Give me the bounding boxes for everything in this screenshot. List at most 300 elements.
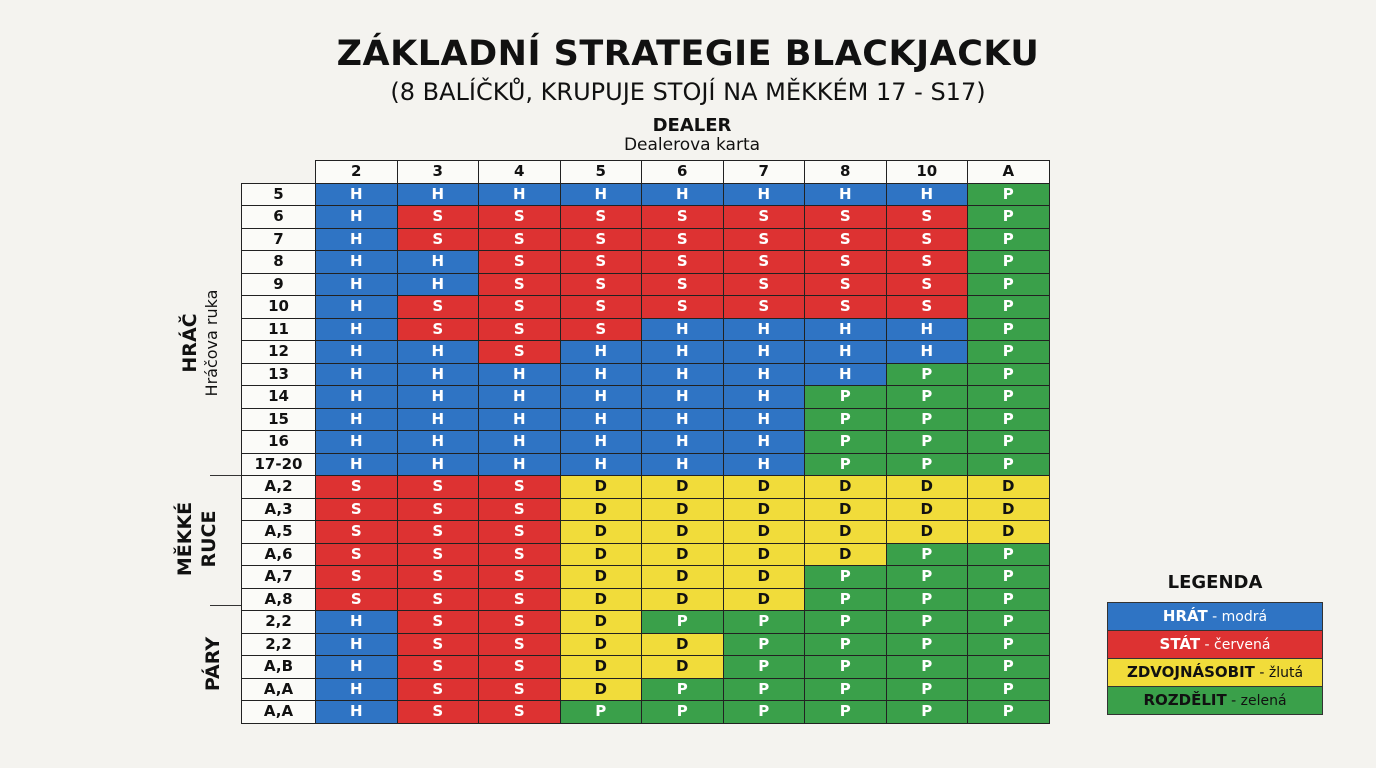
player-hand-label: 12 [242,341,316,364]
strategy-cell: P [560,701,642,724]
strategy-cell: P [968,588,1050,611]
strategy-cell: S [886,251,968,274]
strategy-cell: S [479,521,561,544]
table-row [242,678,1050,701]
strategy-cell: D [886,476,968,499]
strategy-cell: S [805,251,887,274]
strategy-cell: H [316,206,398,229]
strategy-cell: D [805,476,887,499]
strategy-cell: P [886,543,968,566]
strategy-cell: P [968,611,1050,634]
player-hand-label: A,2 [242,476,316,499]
strategy-cell: D [560,611,642,634]
strategy-cell: S [397,701,479,724]
strategy-cell: S [560,318,642,341]
strategy-cell: S [479,633,561,656]
table-row [242,296,1050,319]
strategy-cell: H [397,183,479,206]
strategy-cell: S [560,296,642,319]
player-hand-label: 9 [242,273,316,296]
legend-item [1107,631,1323,659]
strategy-cell: S [397,228,479,251]
strategy-cell: P [805,431,887,454]
strategy-cell: H [316,273,398,296]
strategy-cell: H [805,341,887,364]
strategy-cell: H [642,341,724,364]
table-row [242,431,1050,454]
strategy-cell: D [560,566,642,589]
strategy-cell: S [886,228,968,251]
table-row [242,476,1050,499]
strategy-cell: S [479,296,561,319]
table-row [242,588,1050,611]
strategy-cell: H [642,386,724,409]
strategy-cell: H [316,363,398,386]
table-row [242,453,1050,476]
strategy-cell: D [642,521,724,544]
strategy-cell: P [886,611,968,634]
strategy-cell: P [968,701,1050,724]
strategy-cell: S [642,296,724,319]
dealer-card-header: 10 [886,161,968,184]
strategy-cell: P [968,678,1050,701]
strategy-cell: H [397,273,479,296]
strategy-cell: S [886,206,968,229]
strategy-table [241,160,1050,724]
strategy-cell: H [397,408,479,431]
legend-item-desc: - zelená [1226,693,1287,709]
strategy-cell: P [886,453,968,476]
soft-hands-label [173,479,223,599]
strategy-cell: H [560,431,642,454]
strategy-cell: P [968,296,1050,319]
strategy-cell: S [805,296,887,319]
strategy-cell: P [805,611,887,634]
legend-item-name: STÁT [1159,635,1201,653]
strategy-cell: S [479,206,561,229]
strategy-cell: P [968,543,1050,566]
player-hand-label: A,A [242,678,316,701]
strategy-cell: P [805,701,887,724]
strategy-cell: H [479,453,561,476]
strategy-cell: S [397,498,479,521]
strategy-cell: D [723,588,805,611]
player-hand-label: A,A [242,701,316,724]
legend [1107,572,1323,715]
table-row [242,566,1050,589]
table-row [242,251,1050,274]
player-hand-label: 13 [242,363,316,386]
player-hand-label: 6 [242,206,316,229]
strategy-cell: S [479,701,561,724]
strategy-cell: D [968,498,1050,521]
strategy-cell: S [479,228,561,251]
table-row [242,498,1050,521]
legend-item-desc: - žlutá [1254,665,1304,681]
strategy-cell: P [642,701,724,724]
strategy-cell: S [479,273,561,296]
strategy-cell: S [560,273,642,296]
strategy-cell: D [560,498,642,521]
table-row [242,318,1050,341]
strategy-cell: S [479,566,561,589]
page-title: ZÁKLADNÍ STRATEGIE BLACKJACKU [336,34,1040,74]
player-hand-label: 15 [242,408,316,431]
player-label: HRÁČ [179,313,201,373]
strategy-cell: D [723,566,805,589]
strategy-cell: P [805,656,887,679]
strategy-cell: D [723,498,805,521]
strategy-cell: P [968,228,1050,251]
strategy-cell: P [968,341,1050,364]
strategy-cell: S [316,476,398,499]
strategy-cell: H [723,386,805,409]
strategy-cell: S [397,588,479,611]
strategy-cell: H [316,431,398,454]
page-subtitle: (8 BALÍČKŮ, KRUPUJE STOJÍ NA MĚKKÉM 17 - S17) [390,78,986,106]
table-row [242,228,1050,251]
player-hand-label: A,8 [242,588,316,611]
strategy-cell: H [886,341,968,364]
player-hand-label: A,6 [242,543,316,566]
strategy-cell: P [968,183,1050,206]
strategy-cell: H [316,296,398,319]
dealer-card-header: 8 [805,161,887,184]
strategy-cell: P [805,386,887,409]
strategy-cell: H [479,408,561,431]
strategy-cell: S [642,206,724,229]
strategy-cell: P [968,386,1050,409]
strategy-cell: D [642,588,724,611]
strategy-cell: D [805,498,887,521]
strategy-cell: S [642,273,724,296]
strategy-cell: P [886,386,968,409]
strategy-cell: D [642,566,724,589]
strategy-cell: P [723,656,805,679]
strategy-cell: H [316,251,398,274]
strategy-cell: S [886,296,968,319]
dealer-card-header: 7 [723,161,805,184]
strategy-cell: H [397,453,479,476]
strategy-cell: S [723,296,805,319]
player-hand-label: 5 [242,183,316,206]
strategy-cell: H [316,386,398,409]
strategy-cell: S [642,251,724,274]
strategy-cell: P [968,206,1050,229]
pairs-label: PÁRY [202,636,224,692]
table-body [242,183,1050,723]
strategy-cell: P [805,408,887,431]
player-hand-label: A,5 [242,521,316,544]
dealer-card-header: 3 [397,161,479,184]
strategy-cell: H [397,363,479,386]
strategy-cell: S [886,273,968,296]
strategy-cell: S [397,521,479,544]
strategy-cell: P [968,273,1050,296]
strategy-cell: S [397,611,479,634]
strategy-cell: H [642,363,724,386]
strategy-cell: D [886,498,968,521]
strategy-cell: H [316,341,398,364]
strategy-cell: D [805,543,887,566]
strategy-cell: H [316,408,398,431]
strategy-cell: H [642,318,724,341]
strategy-cell: D [560,656,642,679]
soft-hands-label-line1: MĚKKÉ [174,501,196,577]
strategy-cell: S [479,656,561,679]
strategy-cell: H [723,341,805,364]
player-hand-label: 17-20 [242,453,316,476]
player-label-group [178,283,228,403]
strategy-cell: P [968,656,1050,679]
legend-item-name: ZDVOJNÁSOBIT [1126,663,1255,681]
player-hand-label: A,3 [242,498,316,521]
strategy-cell: H [479,386,561,409]
strategy-cell: P [968,566,1050,589]
dealer-card-header: 5 [560,161,642,184]
strategy-cell: P [723,701,805,724]
soft-hands-label-line2: RUCE [198,510,220,568]
strategy-cell: P [886,701,968,724]
strategy-cell: S [316,543,398,566]
player-hand-label: 11 [242,318,316,341]
strategy-cell: P [723,611,805,634]
dealer-card-header: 2 [316,161,398,184]
table-row [242,408,1050,431]
strategy-cell: H [316,183,398,206]
strategy-cell: S [642,228,724,251]
strategy-cell: S [723,206,805,229]
table-row [242,183,1050,206]
strategy-cell: P [642,611,724,634]
strategy-cell: H [560,386,642,409]
strategy-cell: P [805,633,887,656]
dealer-sublabel: Dealerova karta [623,135,761,155]
strategy-cell: D [968,521,1050,544]
strategy-cell: D [642,543,724,566]
strategy-cell: S [479,251,561,274]
strategy-cell: H [316,318,398,341]
table-row [242,363,1050,386]
strategy-cell: H [560,183,642,206]
table-row [242,701,1050,724]
strategy-cell: D [560,521,642,544]
strategy-cell: H [723,183,805,206]
strategy-cell: H [886,318,968,341]
strategy-cell: P [968,633,1050,656]
strategy-cell: P [805,453,887,476]
table-row [242,341,1050,364]
strategy-grid [241,160,1050,724]
legend-item [1107,659,1323,687]
strategy-cell: P [886,656,968,679]
player-hand-label: 8 [242,251,316,274]
strategy-cell: H [805,363,887,386]
strategy-cell: S [479,611,561,634]
legend-item-name: ROZDĚLIT [1143,691,1227,709]
player-hand-label: 7 [242,228,316,251]
legend-item-name: HRÁT [1162,607,1208,625]
player-hand-label: 16 [242,431,316,454]
player-hand-label: A,7 [242,566,316,589]
strategy-cell: P [886,588,968,611]
strategy-cell: D [560,543,642,566]
strategy-cell: H [316,633,398,656]
strategy-cell: H [479,431,561,454]
strategy-cell: D [886,521,968,544]
strategy-cell: S [397,678,479,701]
strategy-cell: H [642,431,724,454]
strategy-cell: H [723,318,805,341]
player-sublabel: Hráčova ruka [202,289,221,397]
strategy-cell: H [316,656,398,679]
strategy-cell: H [805,318,887,341]
strategy-cell: P [886,678,968,701]
legend-item [1107,687,1323,715]
strategy-cell: H [560,363,642,386]
strategy-cell: S [805,228,887,251]
strategy-cell: D [642,656,724,679]
strategy-cell: H [316,453,398,476]
strategy-cell: S [397,633,479,656]
strategy-cell: S [723,273,805,296]
strategy-cell: H [316,678,398,701]
player-hand-label: 2,2 [242,633,316,656]
strategy-cell: S [560,228,642,251]
legend-item [1107,602,1323,631]
strategy-cell: P [723,633,805,656]
strategy-cell: H [642,408,724,431]
player-hand-label: 2,2 [242,611,316,634]
strategy-cell: H [723,453,805,476]
strategy-cell: H [316,611,398,634]
strategy-cell: H [479,183,561,206]
strategy-cell: P [968,431,1050,454]
strategy-cell: H [560,341,642,364]
strategy-cell: P [886,431,968,454]
player-hand-label: 10 [242,296,316,319]
strategy-cell: D [968,476,1050,499]
strategy-cell: S [316,566,398,589]
separator-soft [210,475,241,476]
strategy-cell: P [723,678,805,701]
strategy-cell: S [397,543,479,566]
strategy-cell: S [397,296,479,319]
strategy-cell: P [886,566,968,589]
strategy-cell: H [886,183,968,206]
strategy-cell: P [968,453,1050,476]
strategy-cell: D [560,476,642,499]
strategy-cell: S [397,656,479,679]
strategy-cell: D [642,498,724,521]
strategy-cell: H [397,431,479,454]
strategy-cell: D [642,633,724,656]
strategy-cell: S [479,588,561,611]
strategy-cell: P [805,678,887,701]
strategy-cell: H [723,363,805,386]
strategy-cell: H [642,453,724,476]
strategy-cell: S [397,206,479,229]
strategy-cell: S [805,206,887,229]
legend-items [1107,602,1323,715]
strategy-cell: P [642,678,724,701]
strategy-cell: S [397,476,479,499]
table-corner [242,161,316,184]
strategy-cell: D [723,521,805,544]
strategy-cell: D [560,678,642,701]
strategy-cell: P [805,566,887,589]
strategy-cell: H [560,453,642,476]
dealer-card-header: A [968,161,1050,184]
strategy-cell: S [316,521,398,544]
strategy-cell: H [479,363,561,386]
strategy-cell: S [805,273,887,296]
strategy-cell: H [723,408,805,431]
strategy-cell: S [560,206,642,229]
strategy-cell: P [805,588,887,611]
strategy-cell: P [968,363,1050,386]
strategy-cell: P [886,408,968,431]
strategy-cell: D [805,521,887,544]
strategy-cell: S [479,498,561,521]
legend-title: LEGENDA [1167,572,1263,593]
dealer-label: DEALER [652,115,732,136]
strategy-cell: H [805,183,887,206]
strategy-cell: P [968,408,1050,431]
strategy-cell: P [968,251,1050,274]
legend-item-desc: - červená [1200,637,1271,653]
strategy-cell: S [479,318,561,341]
strategy-cell: S [723,251,805,274]
dealer-card-header: 6 [642,161,724,184]
strategy-cell: H [723,431,805,454]
strategy-cell: D [723,543,805,566]
strategy-cell: P [886,633,968,656]
strategy-cell: S [723,228,805,251]
separator-pairs [210,605,241,606]
strategy-cell: H [642,183,724,206]
player-hand-label: A,B [242,656,316,679]
strategy-cell: S [479,678,561,701]
strategy-cell: H [316,701,398,724]
strategy-cell: H [397,251,479,274]
strategy-cell: S [316,588,398,611]
table-row [242,521,1050,544]
strategy-cell: S [397,566,479,589]
strategy-cell: S [479,341,561,364]
strategy-cell: D [560,588,642,611]
table-row [242,386,1050,409]
strategy-cell: S [316,498,398,521]
strategy-cell: S [560,251,642,274]
strategy-cell: D [560,633,642,656]
strategy-cell: D [723,476,805,499]
strategy-cell: H [397,386,479,409]
strategy-cell: P [968,318,1050,341]
table-row [242,611,1050,634]
strategy-cell: S [479,476,561,499]
table-row [242,273,1050,296]
strategy-cell: P [886,363,968,386]
player-hand-label: 14 [242,386,316,409]
table-row [242,656,1050,679]
strategy-cell: H [316,228,398,251]
strategy-cell: D [642,476,724,499]
table-row [242,633,1050,656]
column-header-row [242,161,1050,184]
strategy-cell: H [397,341,479,364]
legend-item-desc: - modrá [1207,609,1268,625]
